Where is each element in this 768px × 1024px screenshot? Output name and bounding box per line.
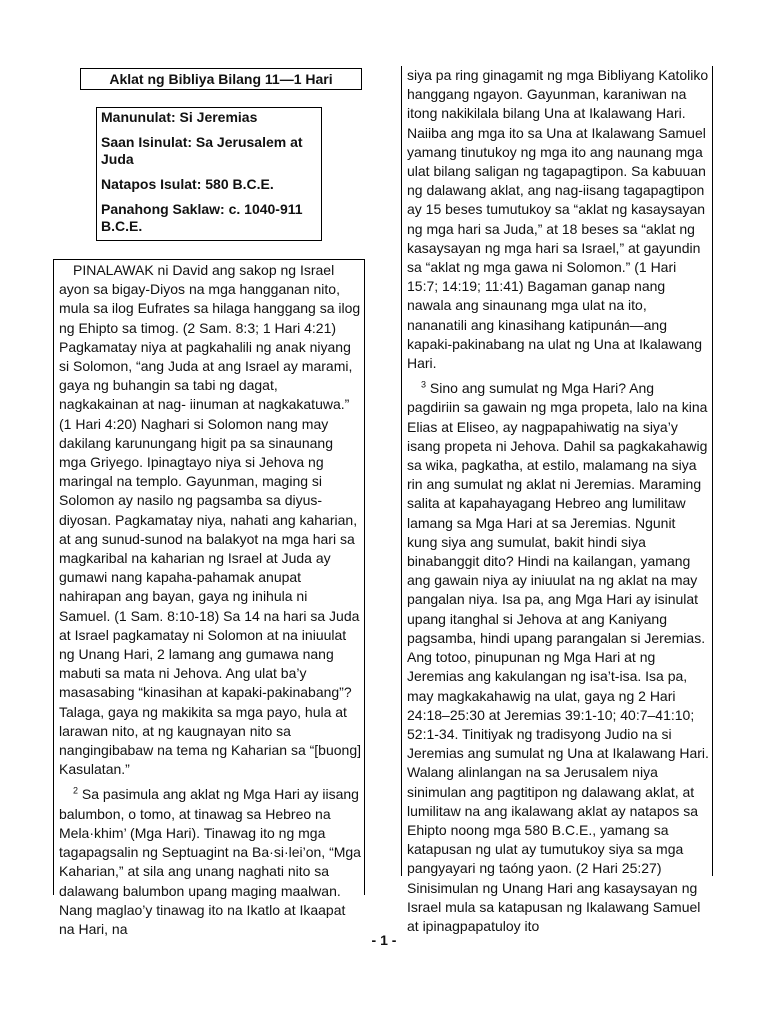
paragraph-1: PINALAWAK ni David ang sakop ng Israel ayon sa bigay-Diyos na mga hangganan nito, mula sa ilog Eufrates sa hilaga hanggang sa ilog ng Ehipto sa timog. (2 Sam. 8:3; 1 Hari 4:21) Pagkamatay niya at pagkahalili ng anak niyang si Solomon, “ang Juda at ang Israel ay marami, gaya ng buhangin sa tabi ng dagat, nagkakainan at nag- iinuman at nagkakatuwa.” (1 Hari 4:20) Naghari si Solomon nang may dakilang karunungang higit pa sa sinaunang mga Griyego. Ipinagtayo niya si Jehova ng maringal na templo. Gayunman, maging si Solomon ay nasilo ng pagsamba sa diyus-diyosan. Pagkamatay niya, nahati ang kaharian, at ang sunud-sunod na balakyot na mga hari sa magkaribal na kaharian ng Israel at Juda ay gumawi nang kapaha-pahamak anupat nahirapan ang bayan, gaya ng inihula ni Samuel. (1 Sam. 8:10-18) Sa 14 na hari sa Juda at Israel pagkamatay ni Solomon at na iniuulat ng Unang Hari, 2 lamang ang gumawa nang mabuti sa mata ni Jehova. Ang ulat ba’y masasabing “kinasihan at kapaki-pakinabang”? Talaga, gaya ng makikita sa mga payo, hula at larawan nito, at ng kaugnayan nito sa nangingibabaw na tema ng Kaharian sa “[buong] Kasulatan.” <box>59 262 361 778</box>
paragraph-number: 2 <box>73 785 79 796</box>
right-text-column <box>401 66 713 934</box>
book-info-box <box>96 107 322 241</box>
paragraph-2-continued: siya pa ring ginagamit ng mga Bibliyang Katoliko hanggang ngayon. Gayunman, karaniwan na itong nakikilala bilang Una at Ikalawang Hari. Naiiba ang mga ito sa Una at Ikalawang Samuel yamang tinutukoy ng mga ito ang naunang mga ulat bilang saligan ng tagapagtipon. Sa kabuuan ng dalawang aklat, ang nag-iisang tagapagtipon ay 15 beses tumutukoy sa “aklat ng kasaysayan ng mga hari sa Juda,” at 18 beses sa “aklat ng kasaysayan ng mga hari sa Israel,” at gayundin sa “aklat ng mga gawa ni Solomon.” (1 Hari 15:7; 14:19; 11:41) Bagaman ganap nang nawala ang sinaunang mga ulat na ito, nananatili ang kinasihang katipunán—ang kapaki-pakinabang na ulat ng Una at Ikalawang Hari. <box>407 67 709 372</box>
completed-line: Natapos Isulat: 580 B.C.E. <box>101 176 274 192</box>
paragraph-text: Sino ang sumulat ng Mga Hari? Ang pagdiriin sa gawain ng mga propeta, lalo na kina Elias at Eliseo, ay nagpapahiwatig na siya’y isang propeta ni Jehova. Dahil sa pagkakahawig sa wika, pagkatha, at estilo, malamang na siya rin ang sumulat ng aklat ni Jeremias. Maraming salita at kapahayagang Hebreo ang lumilitaw lamang sa Mga Hari at sa Jeremias. Ngunit kung siya ang sumulat, bakit hindi siya binabanggit dito? Hindi na kailangan, yamang ang gawain niya ay iniuulat na ng aklat na may pangalan niya. Isa pa, ang Mga Hari ay isinulat upang itanghal si Jehova at ang Kaniyang pagsamba, hindi upang parangalan si Jeremias. Ang totoo, pinupunan ng Mga Hari at ng Jeremias ang kakulangan ng isa’t-isa. Isa pa, may magkakahawig na ulat, gaya ng 2 Hari 24:18–25:30 at Jeremias 39:1-10; 40:7–41:10; 52:1-34. Tinitiyak ng tradisyong Judio na si Jeremias ang sumulat ng Una at Ikalawang Hari. Walang alinlangan na sa Jerusalem niya sinimulan ang pagtitipon ng dalawang aklat, at lumilitaw na ang ikalawang aklat ay natapos sa Ehipto noong mga 580 B.C.E., yamang sa katapusan ng ulat ay tumutukoy siya sa mga pangyayari ng taóng yaon. (2 Hari 25:27) Sinisimulan ng Unang Hari ang kasaysayan ng Israel mula sa katapusan ng Ikalawang Samuel at ipinagpapatuloy ito <box>407 380 709 934</box>
book-title: Aklat ng Bibliya Bilang 11—1 Hari <box>80 68 362 90</box>
paragraph-text: Sa pasimula ang aklat ng Mga Hari ay iisang balumbon, o tomo, at tinawag sa Hebreo na Mela·khim’ (Mga Hari). Tinawag ito ng mga tagapagsalin ng Septuagint na Ba·si·lei’on, “Mga Kaharian,” at sila ang unang naghati nito sa dalawang balumbon upang maging maalwan. Nang maglao’y tinawag ito na Ikatlo at Ikaapat na Hari, na <box>59 786 361 937</box>
paragraph-2 <box>59 785 361 939</box>
page-number: - 1 - <box>371 932 397 948</box>
place-written-line: Saan Isinulat: Sa Jerusalem at Juda <box>101 134 303 167</box>
time-covered-line: Panahong Saklaw: c. 1040-911 B.C.E. <box>101 201 303 234</box>
paragraph-number: 3 <box>421 379 427 390</box>
paragraph-3 <box>407 379 709 936</box>
writer-line: Manunulat: Si Jeremias <box>101 109 258 125</box>
left-text-column <box>53 259 365 937</box>
